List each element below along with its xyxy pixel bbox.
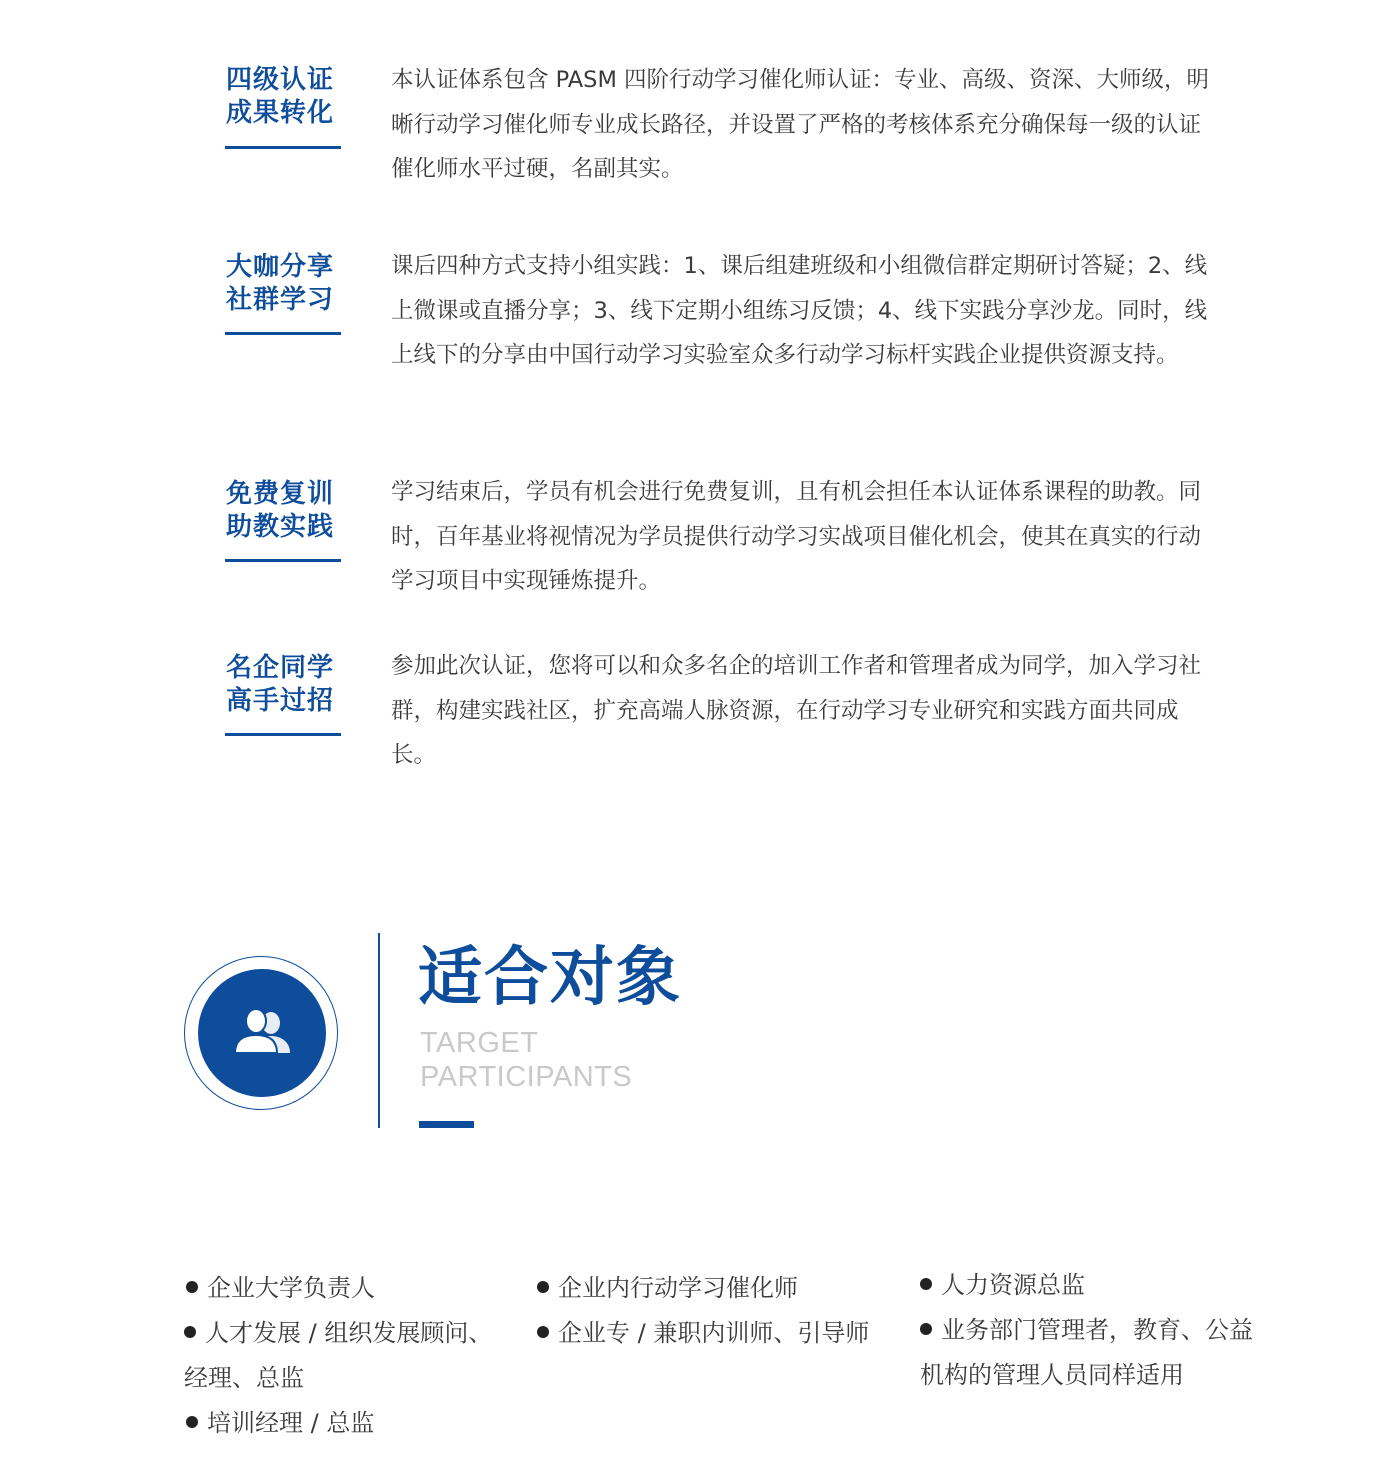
feature-title (226, 652, 356, 718)
list-item: 企业内行动学习催化师 (537, 1266, 897, 1311)
participants-column-2 (537, 1266, 897, 1356)
feature-description: 本认证体系包含 PASM 四阶行动学习催化师认证：专业、高级、资深、大师级，明晰行动学习催化师专业成长路径，并设置了严格的考核体系充分确保每一级的认证催化师水平过硬，名副其实。 (391, 67, 1210, 182)
feature-underline (225, 332, 341, 335)
participants-column-3 (920, 1263, 1256, 1398)
feature-underline (225, 559, 341, 562)
bullet-icon (537, 1326, 549, 1338)
feature-underline (225, 146, 341, 149)
feature-title-line1: 名企同学 (226, 653, 335, 683)
feature-title-line2: 成果转化 (226, 98, 335, 128)
bullet-icon (186, 1416, 198, 1428)
list-item: 培训经理 / 总监 (186, 1401, 516, 1446)
feature-title (226, 251, 356, 317)
section-accent-bar (419, 1121, 474, 1128)
users-icon (198, 969, 326, 1097)
feature-underline (225, 733, 341, 736)
feature-title-line2: 高手过招 (226, 686, 335, 716)
feature-description: 参加此次认证，您将可以和众多名企的培训工作者和管理者成为同学，加入学习社群，构建实践社区，扩充高端人脉资源，在行动学习专业研究和实践方面共同成长。 (391, 653, 1202, 768)
participants-column-1 (186, 1266, 516, 1446)
section-subtitle-line1: TARGET (420, 1027, 539, 1059)
bullet-icon (184, 1326, 196, 1338)
section-divider (378, 933, 380, 1128)
feature-title-line2: 助教实践 (226, 512, 335, 542)
bullet-icon (186, 1281, 198, 1293)
users-icon-glyph (234, 1009, 292, 1053)
feature-title-line1: 大咖分享 (226, 252, 335, 282)
feature-title (226, 64, 356, 130)
bullet-icon (920, 1323, 932, 1335)
section-subtitle-line2: PARTICIPANTS (420, 1061, 633, 1093)
section-subtitle (420, 1026, 632, 1094)
list-item: 企业专 / 兼职内训师、引导师 (537, 1311, 897, 1356)
list-item: 企业大学负责人 (186, 1266, 516, 1311)
feature-title-line1: 四级认证 (226, 65, 335, 95)
bullet-icon (920, 1278, 932, 1290)
feature-description: 学习结束后，学员有机会进行免费复训，且有机会担任本认证体系课程的助教。同时，百年基业将视情况为学员提供行动学习实战项目催化机会，使其在真实的行动学习项目中实现锤炼提升。 (391, 479, 1202, 594)
section-title: 适合对象 (418, 941, 682, 1015)
feature-description: 课后四种方式支持小组实践：1、课后组建班级和小组微信群定期研讨答疑；2、线上微课或直播分享；3、线下定期小组练习反馈；4、线下实践分享沙龙。同时，线上线下的分享由中国行动学习实验室众多行动学习标杆实践企业提供资源支持。 (391, 253, 1208, 368)
bullet-icon (537, 1281, 549, 1293)
feature-title (226, 478, 356, 544)
feature-title-line1: 免费复训 (226, 479, 335, 509)
list-item: 业务部门管理者，教育、公益机构的管理人员同样适用 (920, 1316, 1253, 1389)
list-item: 人力资源总监 (920, 1263, 1256, 1308)
list-item: 人才发展 / 组织发展顾问、经理、总监 (184, 1319, 493, 1392)
feature-title-line2: 社群学习 (226, 285, 335, 315)
